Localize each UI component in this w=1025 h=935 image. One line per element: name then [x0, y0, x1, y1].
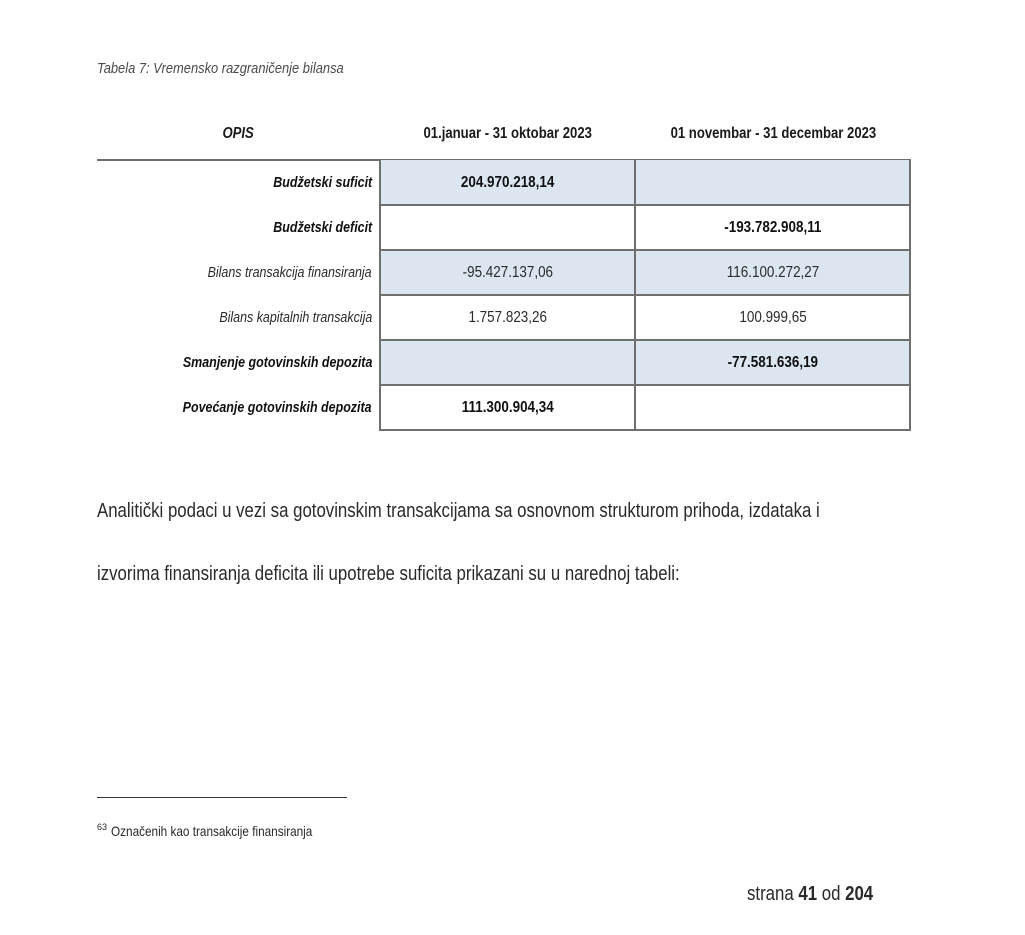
footnote — [97, 822, 351, 839]
footnote-separator — [97, 797, 347, 798]
row-label: Budžetski deficit — [273, 219, 372, 236]
row-label: Budžetski suficit — [273, 174, 372, 191]
cell-period-2 — [635, 385, 911, 430]
cell-period-1 — [380, 340, 635, 385]
table-row — [97, 295, 911, 340]
table-header-opis: OPIS — [222, 125, 255, 142]
row-label: Bilans kapitalnih transakcija — [219, 309, 372, 326]
grid-line-horizontal — [379, 249, 911, 251]
table-row — [97, 385, 911, 430]
cell-period-1: 111.300.904,34 — [461, 398, 554, 416]
table-row — [97, 160, 911, 205]
cell-period-2 — [635, 160, 911, 205]
grid-line-horizontal — [379, 339, 911, 341]
table-row — [97, 340, 911, 385]
body-paragraph-line-1: Analitički podaci u vezi sa gotovinskim transakcijama sa osnovnom strukturom prihoda, izdataka i — [97, 500, 820, 522]
grid-line-horizontal — [379, 429, 911, 431]
cell-period-2: 100.999,65 — [739, 308, 807, 326]
cell-period-1: 1.757.823,26 — [468, 308, 547, 326]
row-label: Povećanje gotovinskih depozita — [183, 399, 372, 416]
row-label: Bilans transakcija finansiranja — [207, 264, 372, 281]
table-header-period-2: 01 novembar - 31 decembar 2023 — [670, 125, 876, 142]
table-caption: Tabela 7: Vremensko razgraničenje bilansa — [97, 60, 344, 77]
table-header-period-1: 01.januar - 31 oktobar 2023 — [423, 125, 592, 142]
row-label: Smanjenje gotovinskih depozita — [182, 354, 372, 371]
footnote-text: Označenih kao transakcije finansiranja — [110, 822, 313, 839]
grid-line-horizontal — [379, 204, 911, 206]
cell-period-2: 116.100.272,27 — [635, 250, 911, 295]
cell-period-1: -95.427.137,06 — [380, 250, 635, 295]
cell-period-1: 204.970.218,14 — [380, 160, 635, 205]
body-paragraph-line-2: izvorima finansiranja deficita ili upotrebe suficita prikazani su u narednoj tabeli: — [97, 563, 680, 585]
cell-period-2: -193.782.908,11 — [724, 218, 822, 236]
footnote-marker: 63 — [97, 822, 108, 832]
cell-period-1 — [380, 205, 635, 250]
page-number: strana 41 od 204 — [747, 883, 874, 905]
cell-period-2: -77.581.636,19 — [635, 340, 911, 385]
grid-line-horizontal — [379, 384, 911, 386]
grid-line-horizontal — [379, 294, 911, 296]
table-row — [97, 250, 911, 295]
table-row — [97, 205, 911, 250]
